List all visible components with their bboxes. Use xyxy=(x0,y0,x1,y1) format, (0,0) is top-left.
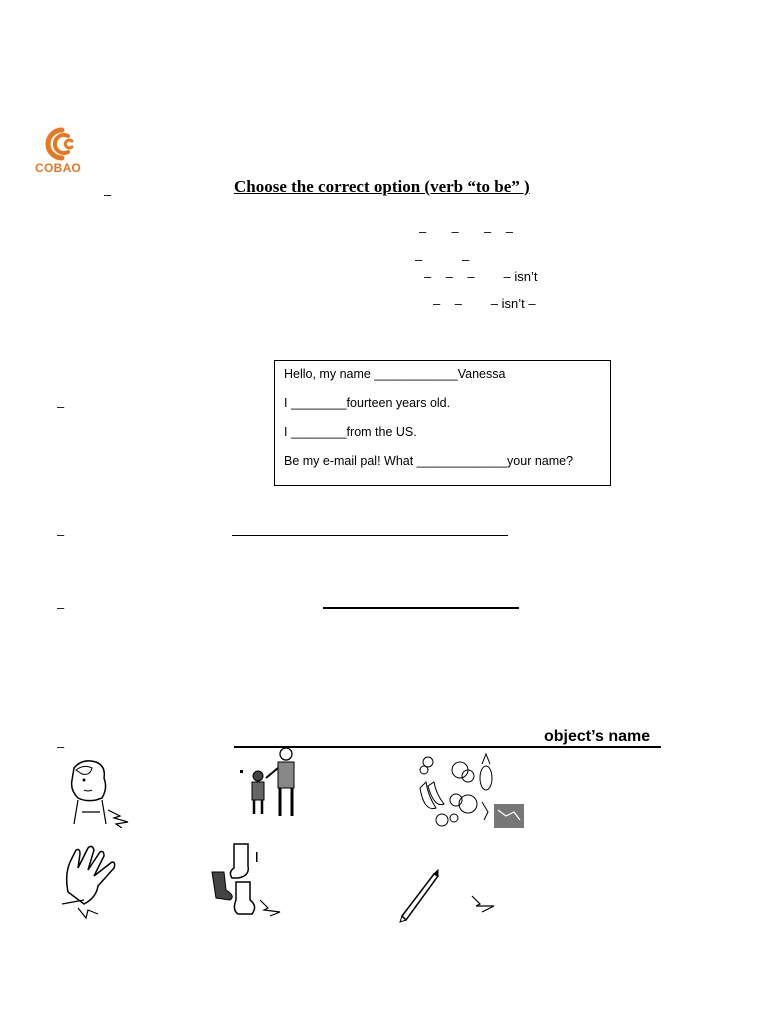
reading-box xyxy=(274,360,611,486)
box-line: I ________fourteen years old. xyxy=(284,396,451,410)
box-line: I ________from the US. xyxy=(284,425,417,439)
hand-picture xyxy=(58,842,128,920)
socks-picture xyxy=(208,842,288,922)
object-name-heading: object’s name xyxy=(544,728,651,745)
section-marker-3: – xyxy=(57,527,65,542)
cobao-logo-icon xyxy=(32,124,92,164)
dash-row-3: – – – – isn’t xyxy=(424,269,538,284)
section-marker-5: – xyxy=(57,739,65,754)
section-marker-2: – xyxy=(57,399,65,414)
dash-row-4: – – – isn’t – xyxy=(433,296,536,311)
worksheet-title: Choose the correct option (verb “to be” ) xyxy=(234,177,530,196)
answer-line xyxy=(232,535,508,536)
logo-text: COBAO xyxy=(35,161,82,175)
section-marker-1: – xyxy=(104,187,112,202)
father-son-picture xyxy=(238,746,304,818)
section-marker-4: – xyxy=(57,600,65,615)
box-line: Hello, my name ____________Vanessa xyxy=(284,367,506,381)
pencil-picture xyxy=(398,868,508,924)
answer-line xyxy=(323,607,519,609)
dash-row-2: – – xyxy=(415,252,470,267)
fruits-picture xyxy=(414,752,526,830)
box-line: Be my e-mail pal! What _____________your name? xyxy=(284,454,574,468)
dash-row-1: – – – – xyxy=(419,224,513,239)
cobao-logo xyxy=(32,124,92,176)
girl-mouth-picture xyxy=(62,758,134,828)
